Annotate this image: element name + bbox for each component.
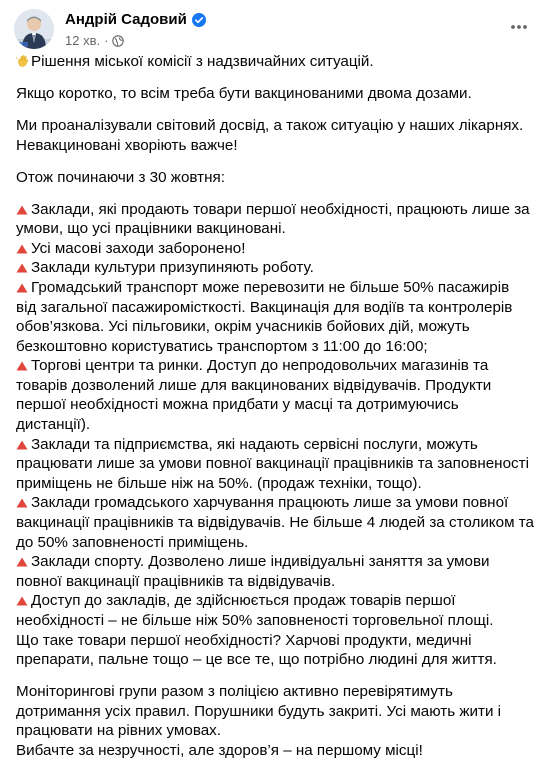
post-paragraph (16, 116, 540, 155)
author-name-text[interactable]: Андрій Садовий (65, 11, 187, 28)
red-triangle-icon (16, 494, 28, 504)
post-header (14, 9, 537, 53)
text-line (16, 116, 540, 136)
text-line (16, 136, 540, 156)
text-line (16, 721, 540, 741)
line-text: дотримання усіх правил. Порушники будуть закриті. Усі мають жити і (16, 702, 502, 720)
text-line (16, 611, 540, 631)
line-text: препарати, пальне тощо – це все те, що потрібно людині для життя. (16, 651, 497, 669)
text-line (16, 298, 540, 318)
red-triangle-icon (16, 436, 28, 446)
text-line (16, 395, 540, 415)
red-triangle-icon (16, 357, 28, 367)
line-text: до 50% заповненості приміщень. (16, 533, 249, 551)
line-text: Якщо коротко, то всім треба бути вакцинованими двома дозами. (16, 84, 472, 102)
post-meta (65, 33, 124, 48)
text-line (16, 168, 540, 188)
bullet-line (16, 493, 540, 513)
author-name[interactable] (65, 11, 206, 28)
line-text: повної вакцинації працівників та відвідувачів. (16, 572, 336, 590)
line-text: Доступ до закладів, де здійснюється продаж товарів першої (31, 592, 456, 610)
line-text: Торгові центри та ринки. Доступ до непродовольчих магазинів та (31, 357, 489, 375)
bullet-line (16, 356, 540, 376)
more-options-icon (509, 24, 529, 30)
line-text: Заклади громадського харчування працюють лише за умови повної (31, 494, 509, 512)
text-line (16, 631, 540, 651)
line-text: товарів дозволений лише для вакцинованих відвідувачів. Продукти (16, 376, 492, 394)
line-text: Що таке товари першої необхідності? Харчові продукти, медичні (16, 631, 472, 649)
bullet-line (16, 591, 540, 611)
line-text: Заклади, які продають товари першої необхідності, працюють лише за (31, 200, 530, 218)
line-text: Моніторингові групи разом з поліцією активно перевірятимуть (16, 683, 453, 701)
text-line (16, 650, 540, 670)
line-text: умови, що усі працівники вакциновані. (16, 220, 286, 238)
bullet-line (16, 239, 540, 259)
meta-separator: · (104, 33, 109, 48)
line-text: Отож починаючи з 30 жовтня: (16, 168, 225, 186)
text-line (16, 337, 540, 357)
bullet-line (16, 278, 540, 298)
red-triangle-icon (16, 592, 28, 602)
text-line (16, 84, 540, 104)
line-text: приміщень не більше ніж на 50%. (продаж техніки, тощо). (16, 474, 422, 492)
line-text: Вибачте за незручності, але здоров’я – на першому місці! (16, 741, 423, 759)
text-line (16, 52, 540, 72)
text-line (16, 219, 540, 239)
line-text: від загальної пасажиромісткості. Вакцинація для водіїв та контролерів (16, 298, 513, 316)
post-body (16, 52, 540, 773)
line-text: Громадський транспорт може перевозити не більше 50% пасажирів (31, 278, 510, 296)
bullet-line (16, 435, 540, 455)
line-text: працювати лише за умови повної вакцинації працівників та заповненості (16, 455, 529, 473)
red-triangle-icon (16, 553, 28, 563)
bullet-line (16, 200, 540, 220)
red-triangle-icon (16, 201, 28, 211)
bullet-line (16, 552, 540, 572)
text-line (16, 317, 540, 337)
post-paragraph (16, 52, 540, 72)
line-text: Ми проаналізували світовий досвід, а також ситуацію у наших лікарнях. (16, 116, 524, 134)
bullet-line (16, 258, 540, 278)
line-text: Рішення міської комісії з надзвичайних ситуацій. (31, 53, 374, 70)
text-line (16, 415, 540, 435)
verified-badge-icon (192, 13, 206, 27)
line-text: необхідності – не більше ніж 50% заповненості торговельної площі. (16, 612, 494, 629)
line-text: Заклади спорту. Дозволено лише індивідуальні заняття за умови (31, 553, 490, 571)
text-line (16, 741, 540, 761)
line-text: працювати на рівних умовах. (16, 722, 221, 740)
line-text: Заклади культури призупиняють роботу. (31, 259, 314, 277)
line-text: дистанції). (16, 416, 91, 434)
red-triangle-icon (16, 240, 28, 250)
text-line (16, 513, 540, 533)
post-paragraph (16, 84, 540, 104)
text-line (16, 533, 540, 553)
red-triangle-icon (16, 279, 28, 289)
text-line (16, 682, 540, 702)
line-text: Усі масові заходи заборонено! (31, 239, 246, 257)
line-text: вакцинації працівників та відвідувачів. Не більше 4 людей за столиком та (16, 514, 534, 532)
globe-icon[interactable] (112, 35, 124, 47)
line-text: безкоштовно користуватись транспортом з 11:00 до 16:00; (16, 337, 428, 355)
waving-hand-icon (16, 54, 30, 68)
text-line (16, 474, 540, 494)
text-line (16, 376, 540, 396)
post-paragraph (16, 200, 540, 670)
text-line (16, 702, 540, 722)
post-time[interactable]: 12 хв. (65, 33, 101, 48)
text-line (16, 454, 540, 474)
line-text: Заклади та підприємства, які надають сервісні послуги, можуть (31, 435, 478, 453)
line-text: обов’язкова. Усі пільговики, окрім учасників бойових дій, можуть (16, 318, 470, 336)
avatar[interactable] (14, 9, 54, 49)
text-line (16, 572, 540, 592)
more-options-button[interactable] (505, 17, 533, 37)
post-paragraph (16, 168, 540, 188)
line-text: першої необхідності можна придбати у масці та дотримуючись (16, 396, 459, 414)
red-triangle-icon (16, 259, 28, 269)
post-paragraph (16, 682, 540, 760)
line-text: Невакциновані хворіють важче! (16, 136, 238, 154)
